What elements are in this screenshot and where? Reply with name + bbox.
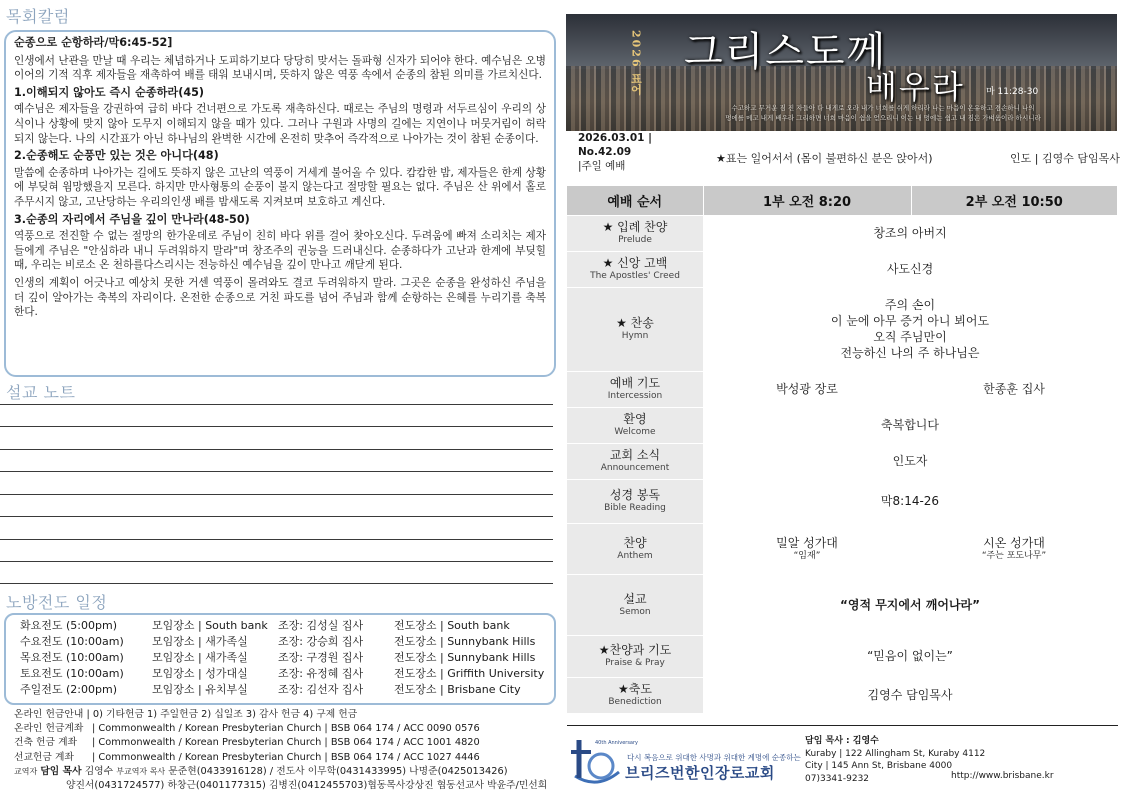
- order-item: 환영 Welcome: [567, 407, 703, 443]
- account-details: | Commonwealth / Korean Presbyterian Church | BSB 064 174 / ACC 1027 4446: [92, 751, 480, 763]
- worship-order-row: [567, 523, 1117, 574]
- order-value-first: 박성광 장로: [703, 371, 911, 407]
- schedule-meeting-place: 모임장소 | 새가족실: [152, 651, 248, 664]
- banner-title-line1: 그리스도께: [684, 29, 888, 75]
- column-point-1-text: 예수님은 제자들을 강권하여 급히 바다 건너편으로 가도록 재촉하신다. 때로는 주님의 명령과 서두르심이 우리의 상식이나 상황에 맞지 않아 도무지 이해되지 않을 때가 있다. 그러나 구원과 사명의 길에는 지연이나 머뭇거림이 허락되지 않는다. 나의 시간표가 아닌 하나님의 완벽한 시간에 온전히 맞추어 즉각적으로 나아가는 것이 참된 순종이다.: [14, 103, 546, 145]
- banner-title-line2: 배우라: [866, 68, 965, 106]
- motto-year: 2026: [629, 30, 643, 69]
- note-line: [0, 561, 553, 562]
- order-value: 인도자: [703, 443, 1117, 479]
- order-item: 성경 봉독 Bible Reading: [567, 479, 703, 523]
- sermon-title: “영적 무지에서 깨어나라”: [703, 574, 1117, 635]
- schedule-meeting-place: 모임장소 | 유치부실: [152, 683, 248, 696]
- order-value: 창조의 아버지: [703, 215, 1117, 251]
- order-item: 예배 기도 Intercession: [567, 371, 703, 407]
- church-footer: [567, 725, 1118, 794]
- staff-label: 교역자: [14, 766, 38, 776]
- schedule-leader: 조장: 김선자 집사: [278, 683, 364, 696]
- worship-order-row: [567, 251, 1117, 287]
- schedule-location: 전도장소 | Griffith University: [394, 667, 545, 680]
- note-line: [0, 404, 553, 405]
- worship-order-row: [567, 215, 1117, 251]
- banner-caption-1: 수고하고 무거운 짐 진 자들아 다 내게로 오라 내가 너희를 쉬게 하리라 나는 마음이 온유하고 겸손하니 나의: [731, 104, 1035, 112]
- bulletin-date: 2026.03.01 |: [578, 132, 652, 144]
- header-second-service: 2부 오전 10:50: [911, 186, 1117, 215]
- associate-label: 부교역자 목사: [116, 766, 166, 776]
- order-item: 찬양 Anthem: [567, 523, 703, 574]
- phone: 07)3341-9232: [805, 773, 870, 784]
- column-point-3-text: 역풍으로 전진할 수 없는 절망의 한가운데로 주님이 친히 바다 위를 걸어 찾아오신다. 두려움에 빠져 소리치는 제자들에게 주님은 "안심하라 내니 두려워하지 말라"며 창조주의 권능을 드러내신다. 순종하다가 고난과 한계에 부딪힐 때, 우리는 비로소 온 천하를다스리시는 전능하신 예수님을 깊이 만나고 깨닫게 된다.: [14, 230, 546, 272]
- offering-info: [14, 708, 559, 793]
- column-point-2-text: 말씀에 순종하며 나아가는 길에도 뜻하지 않은 고난의 역풍이 거세게 불어올 수 있다. 캄캄한 밤, 제자들은 한계 상황에 부딪혀 웜망했을지 모른다. 하지만 만사형통의 순풍이 불지 않는다고 절망할 필요는 없다. 주님은 산 위에서 홀로 주무시지 않고, 고난당하는 우리의인생 배를 밤새도록 지켜보며 보호하고 계신다.: [14, 166, 546, 208]
- worship-order-row: [567, 479, 1117, 523]
- column-conclusion: 인생의 계획이 어긋나고 예상치 못한 거센 역풍이 몰려와도 결코 두려워하지 말라. 그곳은 순종을 완성하신 주님을 더 깊이 알아가는 축복의 자리이다. 온전한 순종으로 거친 파도를 넘어 주님과 함께 순항하는 은혜를 누리기를 축복한다.: [14, 276, 546, 319]
- city-address: City | 145 Ann St, Brisbane 4000: [805, 761, 953, 771]
- schedule-row: [20, 618, 554, 634]
- worship-order-row: [567, 635, 1117, 677]
- order-value-second: 한종훈 집사: [911, 371, 1117, 407]
- schedule-location: 전도장소 | South bank: [394, 619, 510, 632]
- banner-caption-2: 멍에를 메고 내게 배우라 그리하면 너희 마음이 쉼을 얻으리니 이는 내 멍에는 쉽고 내 짐은 가벼움이라 하시니라: [725, 114, 1041, 122]
- banner-verse-ref: 마 11:28-30: [986, 87, 1039, 97]
- column-point-3-heading: 3.순종의 자리에서 주님을 깊이 만나라(48-50): [14, 212, 250, 226]
- evangelism-schedule: [4, 613, 556, 705]
- account-label: 온라인 헌금계좌: [14, 723, 84, 735]
- order-item: ★ 찬송 Hymn: [567, 287, 703, 371]
- order-value: 막8:14-26: [703, 479, 1117, 523]
- schedule-leader: 조장: 강승희 집사: [278, 635, 364, 648]
- column-intro: 인생에서 난관을 만날 때 우리는 체념하거나 도피하기보다 당당히 맞서는 돌파형 신자가 되어야 한다. 예수님은 오병이어의 기적 직후 제자들을 재촉하여 배를 태워 보내시며, 뜻하지 않은 역풍 속에서 순종의 참된 의미를 가르치신다.: [14, 54, 546, 82]
- schedule-location: 전도장소 | Brisbane City: [394, 683, 521, 696]
- pastor-line: 담임 목사 : 김영수: [805, 736, 879, 746]
- church-logo-icon: [567, 732, 639, 790]
- order-item: ★찬양과 기도 Praise & Pray: [567, 635, 703, 677]
- schedule-day: 화요전도 (5:00pm): [20, 619, 117, 632]
- order-item: ★ 입례 찬양 Prelude: [567, 215, 703, 251]
- column-point-2-heading: 2.순종해도 순풍만 있는 것은 아니다(48): [14, 149, 219, 163]
- order-value: 축복합니다: [703, 407, 1117, 443]
- staff-line-2: 양진서(0431724577) 하창근(0401177315) 김병진(0412455703)협동목사강상진 협동선교사 박윤주/민선희: [66, 780, 548, 792]
- order-value: 사도신경: [703, 251, 1117, 287]
- sermon-notes-lines: [0, 404, 553, 584]
- kuraby-address: Kuraby | 122 Allingham St, Kuraby 4112: [805, 748, 986, 759]
- sermon-notes-title: 설교 노트: [6, 383, 76, 402]
- order-value: “믿음이 없이는”: [703, 635, 1117, 677]
- motto-year-badge: [626, 30, 646, 124]
- column-headline: 순종으로 순항하라/막6:45-52]: [14, 36, 173, 49]
- note-line: [0, 583, 553, 584]
- order-item: ★축도 Benediction: [567, 677, 703, 713]
- worship-order-row: [567, 407, 1117, 443]
- account-label: 건축 헌금 계좌: [14, 737, 78, 749]
- bulletin-info: [578, 131, 652, 173]
- note-line: [0, 449, 553, 450]
- worship-order-row: [567, 287, 1117, 371]
- order-value: 김영수 담임목사: [703, 677, 1117, 713]
- schedule-day: 주일전도 (2:00pm): [20, 683, 117, 696]
- staff-line: [14, 765, 559, 779]
- offering-guide: 온라인 헌금안내 | 0) 기타헌금 1) 주일헌금 2) 십일조 3) 감사 헌금 4) 구제 헌금: [14, 709, 358, 720]
- stand-note: ★표는 일어서서 (몸이 불편하신 분은 앉아서): [716, 152, 933, 165]
- schedule-leader: 조장: 구경원 집사: [278, 651, 364, 664]
- schedule-meeting-place: 모임장소 | 새가족실: [152, 635, 248, 648]
- offering-account: [14, 736, 559, 750]
- offering-account: [14, 751, 559, 765]
- schedule-row: [20, 666, 554, 682]
- motto-year-suffix: 표어: [629, 72, 643, 95]
- worship-leader: 인도 | 김영수 담임목사: [1010, 152, 1120, 165]
- church-name: 브리즈번한인장로교회: [625, 764, 775, 782]
- schedule-meeting-place: 모임장소 | South bank: [152, 619, 268, 632]
- schedule-location: 전도장소 | Sunnybank Hills: [394, 635, 536, 648]
- column-point-1-heading: 1.이해되지 않아도 즉시 순종하라(45): [14, 85, 205, 99]
- worship-order-row: [567, 574, 1117, 635]
- schedule-day: 토요전도 (10:00am): [20, 667, 124, 680]
- header-first-service: 1부 오전 8:20: [703, 186, 911, 215]
- worship-order-row: [567, 677, 1117, 713]
- order-value-first: 밀알 성가대 “임재”: [703, 523, 911, 574]
- column-section-title: 목회칼럼: [6, 7, 70, 26]
- worship-order-header: [567, 186, 1117, 215]
- note-line: [0, 539, 553, 540]
- church-tagline: 다시 복음으로 위대한 사명과 위대한 계명에 순종하는: [627, 753, 801, 762]
- schedule-row: [20, 682, 554, 698]
- note-line: [0, 426, 553, 427]
- schedule-leader: 조장: 김성실 집사: [278, 619, 364, 632]
- worship-order-row: [567, 443, 1117, 479]
- schedule-meeting-place: 모임장소 | 성가대실: [152, 667, 248, 680]
- schedule-day: 목요전도 (10:00am): [20, 651, 124, 664]
- website-link[interactable]: http://www.brisbane.kr: [951, 771, 1054, 781]
- worship-order-row: [567, 371, 1117, 407]
- order-item: 교회 소식 Announcement: [567, 443, 703, 479]
- senior-pastor-name: 김영수: [84, 765, 114, 777]
- bulletin-kind: |주일 예배: [578, 160, 626, 172]
- pastor-column: [4, 30, 556, 377]
- schedule-row: [20, 634, 554, 650]
- order-item: 설교 Semon: [567, 574, 703, 635]
- schedule-leader: 조장: 유정혜 집사: [278, 667, 364, 680]
- motto-banner: [566, 14, 1117, 131]
- street-evangelism-title: 노방전도 일정: [6, 593, 108, 612]
- note-line: [0, 516, 553, 517]
- offering-account: [14, 722, 559, 736]
- schedule-day: 수요전도 (10:00am): [20, 635, 124, 648]
- account-details: | Commonwealth / Korean Presbyterian Church | BSB 064 174 / ACC 0090 0576: [92, 723, 480, 735]
- schedule-location: 전도장소 | Sunnybank Hills: [394, 651, 536, 664]
- account-details: | Commonwealth / Korean Presbyterian Church | BSB 064 174 / ACC 1001 4820: [92, 737, 480, 749]
- worship-order-table: [567, 186, 1117, 714]
- order-item: ★ 신앙 고백 The Apostles' Creed: [567, 251, 703, 287]
- order-value-second: 시온 성가대 “주는 포도나무”: [911, 523, 1117, 574]
- header-order: 예배 순서: [567, 186, 703, 215]
- note-line: [0, 494, 553, 495]
- logo-badge: 40th Anniversary: [595, 740, 639, 746]
- schedule-row: [20, 650, 554, 666]
- account-label: 선교헌금 계좌: [14, 751, 74, 763]
- note-line: [0, 471, 553, 472]
- staff-contacts: 문준현(0433916128) / 전도사 이무학(0431433995) 나명준(0425013426): [168, 765, 508, 777]
- bulletin-number: No.42.09: [578, 146, 632, 158]
- senior-pastor-label: 담임 목사: [40, 765, 82, 777]
- hymn-list: 주의 손이 이 눈에 아무 증거 아니 뵈어도 오직 주님만이 전능하신 나의 주 하나님은: [703, 287, 1117, 371]
